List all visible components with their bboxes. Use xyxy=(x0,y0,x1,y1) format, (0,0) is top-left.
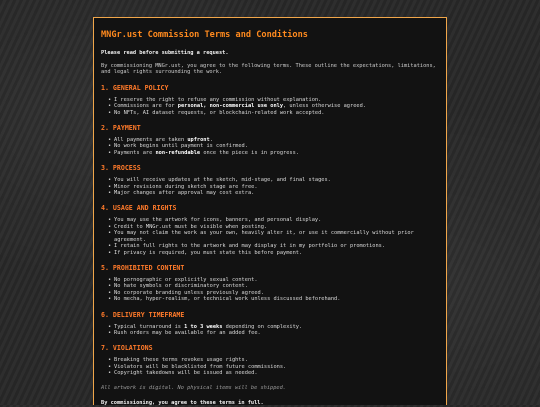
item-text: No pornographic or explicitly sexual content. xyxy=(114,276,258,283)
section-list xyxy=(101,137,439,156)
list-item xyxy=(114,296,439,302)
item-text-tail: , unless otherwise agreed. xyxy=(283,103,366,110)
item-emphasis: upfront xyxy=(187,137,210,144)
intro-notice: Please read before submitting a request. xyxy=(101,50,229,56)
list-item xyxy=(114,370,439,376)
item-text: No corporate branding unless previously agreed. xyxy=(114,289,264,296)
item-text: You may use the artwork for icons, banners, and personal display. xyxy=(114,217,322,224)
item-text: You will receive updates at the sketch, mid-stage, and final stages. xyxy=(114,177,331,184)
item-text: No mecha, hyper-realism, or technical work unless discussed beforehand. xyxy=(114,296,341,303)
terms-panel xyxy=(93,17,447,405)
section-list xyxy=(101,277,439,303)
section-list xyxy=(101,357,439,376)
item-text: All payments are taken xyxy=(114,137,188,144)
digital-note: All artwork is digital. No physical items will be shipped. xyxy=(101,384,286,391)
item-text: I retain full rights to the artwork and may display it in my portfolio or promotions. xyxy=(114,243,386,250)
section-list xyxy=(101,217,439,255)
item-text: I reserve the right to refuse any commission without explanation. xyxy=(114,96,322,103)
terms-section xyxy=(101,264,439,303)
item-text-tail: . xyxy=(209,137,213,144)
intro-text: By commissioning MNGr.ust, you agree to the following terms. These outline the expectations, limitations, and legal rights surrounding the work. xyxy=(101,63,436,76)
terms-section xyxy=(101,84,439,116)
terms-sections xyxy=(101,84,439,377)
item-emphasis: personal, non-commercial use only xyxy=(177,103,284,110)
item-text: Credit to MNGr.ust must be visible when posting. xyxy=(114,223,268,230)
list-item xyxy=(114,110,439,116)
item-text: No work begins until payment is confirmed. xyxy=(114,143,248,150)
item-text: Minor revisions during sketch stage are free. xyxy=(114,183,258,190)
closing-statement: By commissioning, you agree to these terms in full. xyxy=(101,399,264,406)
terms-section xyxy=(101,164,439,196)
list-item xyxy=(114,230,439,243)
item-text-tail: once the piece is in progress. xyxy=(200,149,299,156)
item-text-tail: depending on complexity. xyxy=(222,323,303,330)
section-list xyxy=(101,177,439,196)
item-text: Commissions are for xyxy=(114,103,178,110)
terms-section xyxy=(101,204,439,255)
item-text: If privacy is required, you must state this before payment. xyxy=(114,249,303,256)
item-text: No hate symbols or discriminatory content. xyxy=(114,283,248,290)
item-text: Payments are xyxy=(114,149,156,156)
list-item xyxy=(114,150,439,156)
terms-section xyxy=(101,124,439,156)
section-heading: 3. PROCESS xyxy=(101,164,141,173)
section-heading: 6. DELIVERY TIMEFRAME xyxy=(101,310,185,319)
section-list xyxy=(101,97,439,116)
item-text: Rush orders may be available for an added fee. xyxy=(114,329,261,336)
section-list xyxy=(101,324,439,337)
item-text: No NFTs, AI dataset requests, or blockchain-related work accepted. xyxy=(114,109,325,116)
item-text: Violators will be blacklisted from future commissions. xyxy=(114,363,287,370)
section-heading: 5. PROHIBITED CONTENT xyxy=(101,263,185,272)
terms-section xyxy=(101,311,439,337)
list-item xyxy=(114,190,439,196)
terms-section xyxy=(101,344,439,376)
item-emphasis: 1 to 3 weeks xyxy=(184,323,223,330)
list-item xyxy=(114,250,439,256)
item-emphasis: non-refundable xyxy=(155,149,201,156)
section-heading: 1. GENERAL POLICY xyxy=(101,83,169,92)
item-text: Copyright takedowns will be issued as needed. xyxy=(114,370,258,377)
list-item xyxy=(114,330,439,336)
item-text: Typical turnaround is xyxy=(114,323,185,330)
item-text: Major changes after approval may cost extra. xyxy=(114,190,255,197)
page-title: MNGr.ust Commission Terms and Conditions xyxy=(101,30,308,40)
section-heading: 4. USAGE AND RIGHTS xyxy=(101,204,177,213)
section-heading: 2. PAYMENT xyxy=(101,124,141,133)
item-text: You may not claim the work as your own, heavily alter it, or use it commercially without prior agreement. xyxy=(114,230,414,243)
item-text: Breaking these terms revokes usage rights. xyxy=(114,357,248,364)
section-heading: 7. VIOLATIONS xyxy=(101,344,153,353)
